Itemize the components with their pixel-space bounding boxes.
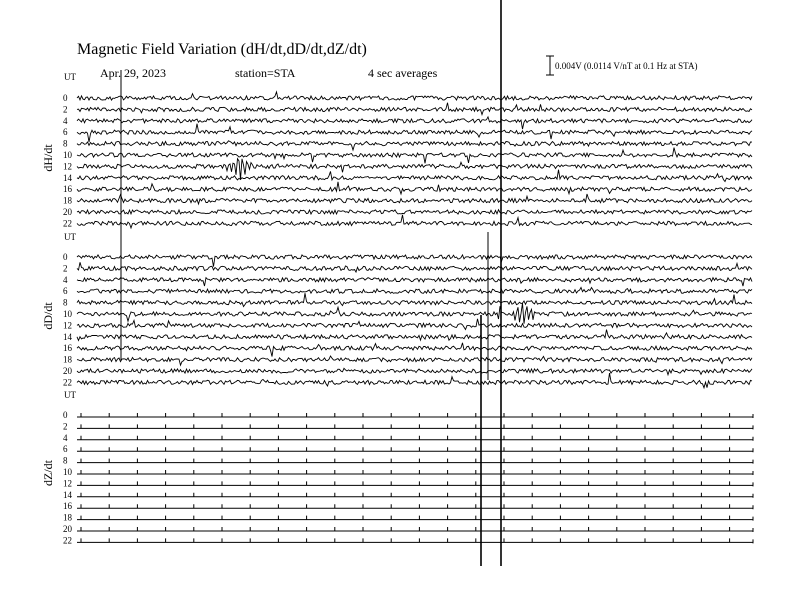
trace-12 [77, 159, 752, 180]
row-label: 16 [63, 184, 72, 195]
trace-4 [77, 436, 753, 440]
row-label: 4 [63, 432, 68, 443]
row-label: 0 [63, 410, 68, 420]
panel-axis-label: dD/dt [41, 302, 55, 330]
row-label: 6 [63, 286, 68, 297]
trace-6 [77, 447, 753, 451]
panel-ut-label: UT [64, 72, 76, 82]
trace-2 [77, 103, 752, 115]
row-label: 14 [63, 172, 72, 183]
row-label: 22 [63, 218, 72, 229]
trace-0 [77, 255, 752, 267]
row-label: 2 [63, 421, 68, 432]
trace-20 [77, 527, 753, 531]
trace-10 [77, 470, 753, 474]
trace-18 [77, 356, 752, 365]
trace-18 [77, 194, 752, 204]
trace-14 [77, 330, 752, 341]
panels-group [41, 72, 753, 545]
panel-0 [41, 72, 752, 228]
row-label: 8 [63, 455, 68, 466]
row-label: 10 [63, 150, 72, 160]
row-label: 16 [63, 501, 72, 512]
trace-12 [77, 481, 753, 485]
row-label: 10 [63, 309, 72, 319]
row-label: 4 [63, 274, 68, 285]
trace-16 [77, 343, 752, 357]
row-label: 8 [63, 138, 68, 149]
row-label: 20 [63, 366, 72, 376]
trace-14 [77, 493, 753, 497]
panel-2 [41, 390, 753, 545]
trace-2 [77, 262, 752, 272]
panel-axis-label: dH/dt [41, 144, 55, 172]
row-label: 18 [63, 354, 72, 365]
row-label: 4 [63, 115, 68, 126]
trace-4 [77, 278, 752, 286]
trace-16 [77, 504, 753, 508]
row-label: 6 [63, 444, 68, 455]
scale-note: 0.004V (0.0114 V/nT at 0.1 Hz at STA) [555, 61, 698, 71]
panel-1 [41, 232, 752, 388]
panel-ut-label: UT [64, 232, 76, 242]
trace-4 [77, 117, 752, 129]
trace-22 [77, 538, 753, 542]
trace-14 [77, 170, 752, 182]
trace-12 [77, 319, 752, 330]
chart-date: Apr. 29, 2023 [100, 66, 166, 80]
trace-0 [77, 92, 752, 100]
row-label: 0 [63, 252, 68, 262]
trace-0 [77, 413, 753, 417]
row-label: 22 [63, 377, 72, 388]
panel-axis-label: dZ/dt [41, 460, 55, 486]
row-label: 12 [63, 320, 72, 331]
trace-16 [77, 182, 752, 194]
station-label: station=STA [235, 66, 296, 80]
trace-20 [77, 210, 752, 214]
trace-8 [77, 293, 752, 306]
trace-6 [77, 124, 752, 142]
row-label: 6 [63, 127, 68, 138]
row-label: 20 [63, 524, 72, 534]
panel-ut-label: UT [64, 390, 76, 400]
trace-2 [77, 424, 753, 428]
trace-10 [77, 148, 752, 164]
row-label: 12 [63, 161, 72, 172]
row-label: 8 [63, 297, 68, 308]
averaging-label: 4 sec averages [368, 66, 438, 80]
row-label: 12 [63, 478, 72, 489]
row-label: 14 [63, 489, 72, 500]
trace-10 [77, 303, 752, 324]
row-label: 14 [63, 331, 72, 342]
trace-22 [77, 215, 752, 228]
row-label: 18 [63, 512, 72, 523]
row-label: 18 [63, 195, 72, 206]
trace-8 [77, 141, 752, 150]
trace-20 [77, 368, 752, 374]
trace-18 [77, 516, 753, 520]
row-label: 22 [63, 535, 72, 546]
row-label: 10 [63, 467, 72, 477]
row-label: 20 [63, 207, 72, 217]
row-label: 2 [63, 104, 68, 115]
row-label: 16 [63, 343, 72, 354]
chart-title: Magnetic Field Variation (dH/dt,dD/dt,dZ/dt) [77, 41, 367, 58]
row-label: 2 [63, 263, 68, 274]
trace-6 [77, 288, 752, 294]
trace-8 [77, 459, 753, 463]
row-label: 0 [63, 93, 68, 103]
marker-lines [121, 0, 501, 566]
trace-22 [77, 373, 752, 388]
scale-bar [546, 56, 554, 75]
